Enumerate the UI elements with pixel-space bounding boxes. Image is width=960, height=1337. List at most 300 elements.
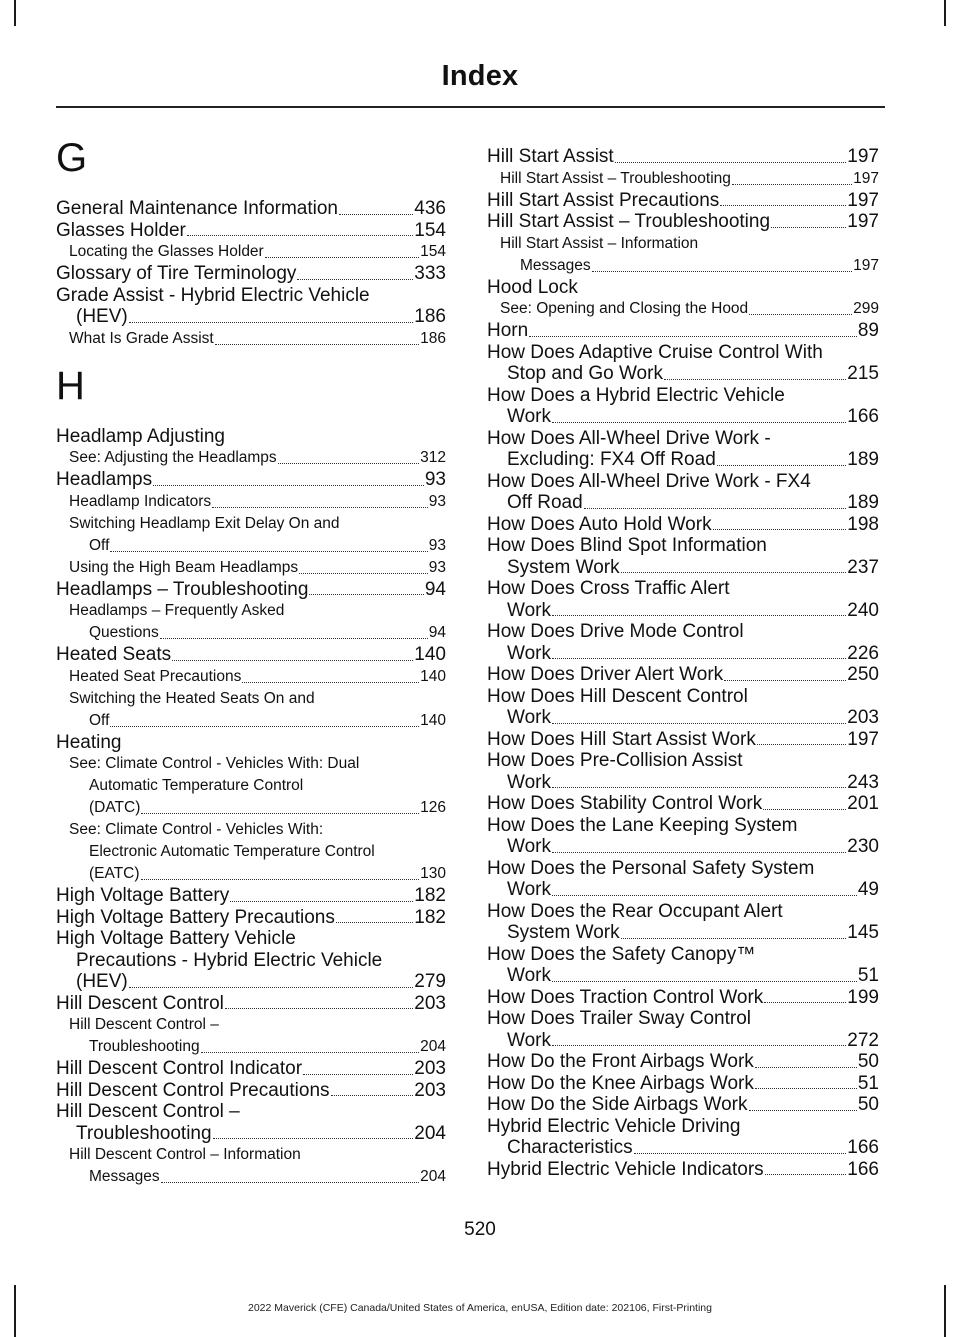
entry-title: How Do the Front Airbags Work <box>487 1051 754 1072</box>
entry-row <box>487 1094 879 1116</box>
index-subentry[interactable] <box>56 1144 446 1188</box>
page-ref: 243 <box>847 771 879 793</box>
entry-title: Hill Start Assist – Troubleshooting <box>487 211 771 232</box>
index-entry[interactable] <box>56 263 446 285</box>
section-letter: G <box>56 136 88 180</box>
page-ref: 197 <box>847 146 879 167</box>
entry-title: Work <box>507 879 551 900</box>
entry-row <box>487 1073 879 1095</box>
page-ref: 145 <box>847 922 879 943</box>
entry-line: Headlamp Adjusting <box>56 425 225 447</box>
entry-row <box>69 557 446 579</box>
index-entry[interactable] <box>56 285 446 328</box>
page-ref: 230 <box>847 836 879 857</box>
index-entry[interactable] <box>487 211 879 233</box>
dot-leader <box>552 1045 846 1046</box>
index-entry[interactable] <box>487 578 879 621</box>
entry-line: Switching the Heated Seats On and <box>69 689 315 707</box>
dot-leader <box>153 485 424 486</box>
entry-row <box>487 664 879 686</box>
header-divider <box>56 106 885 108</box>
page-ref: 126 <box>420 799 446 816</box>
index-subentry[interactable] <box>56 447 446 469</box>
page-ref: 201 <box>847 793 879 814</box>
page-ref: 199 <box>847 986 879 1008</box>
index-entry[interactable] <box>487 471 879 514</box>
entry-title: Messages <box>89 1168 160 1185</box>
page-ref: 237 <box>847 556 879 578</box>
entry-row <box>69 491 446 513</box>
entry-row <box>56 306 446 328</box>
index-entry[interactable] <box>487 320 879 342</box>
index-entry[interactable] <box>56 579 446 601</box>
page-ref: 189 <box>847 492 879 513</box>
entry-title: Headlamp Indicators <box>69 492 212 510</box>
dot-leader <box>552 981 857 982</box>
entry-line: Switching Headlamp Exit Delay On and <box>69 514 340 532</box>
entry-row <box>56 971 446 993</box>
dot-leader <box>336 922 413 923</box>
index-entry[interactable] <box>487 815 879 858</box>
dot-leader <box>592 271 852 272</box>
dot-leader <box>129 987 414 988</box>
index-subentry[interactable] <box>56 753 446 819</box>
page-ref: 186 <box>414 306 446 327</box>
entry-row <box>487 772 879 794</box>
dot-leader <box>664 379 846 380</box>
entry-row <box>487 879 879 901</box>
index-entry[interactable] <box>56 1101 446 1144</box>
entry-row <box>487 793 879 815</box>
entry-line: Hybrid Electric Vehicle Driving <box>487 1115 741 1137</box>
entry-row <box>500 168 879 190</box>
entry-title: Hill Start Assist Precautions <box>487 189 720 211</box>
index-column-left <box>56 132 446 1188</box>
index-entry[interactable] <box>56 993 446 1015</box>
page-ref: 203 <box>414 1058 446 1079</box>
entry-title: Horn <box>487 320 529 341</box>
entry-row <box>69 447 446 469</box>
entry-row <box>56 220 446 242</box>
page-ref: 203 <box>847 707 879 728</box>
entry-line: How Does Adaptive Cruise Control With <box>487 341 823 363</box>
dot-leader <box>621 938 847 939</box>
entry-title: Headlamps – Troubleshooting <box>56 578 309 600</box>
page-title: Index <box>441 60 519 92</box>
page-ref: 226 <box>847 642 879 664</box>
dot-leader <box>230 901 413 902</box>
entry-row <box>56 263 446 285</box>
page-ref: 93 <box>428 558 446 576</box>
entry-title: See: Opening and Closing the Hood <box>500 300 749 317</box>
dot-leader <box>749 1110 857 1111</box>
index-subentry[interactable] <box>56 600 446 644</box>
entry-title: Work <box>507 965 551 986</box>
page-ref: 94 <box>428 624 446 641</box>
dot-leader <box>765 1174 847 1175</box>
index-entry[interactable] <box>487 1159 879 1181</box>
index-subentry[interactable] <box>56 328 446 350</box>
entry-title: How Do the Side Airbags Work <box>487 1094 748 1115</box>
page-ref: 204 <box>420 1038 446 1055</box>
dot-leader <box>720 205 846 206</box>
dot-leader <box>303 1074 413 1075</box>
entry-title: How Does Hill Start Assist Work <box>487 728 756 750</box>
entry-row <box>487 320 879 342</box>
entry-title: How Does Traction Control Work <box>487 986 764 1008</box>
entry-row <box>56 644 446 666</box>
entry-line: Precautions - Hybrid Electric Vehicle <box>76 949 383 971</box>
entry-title: Work <box>507 642 551 664</box>
dot-leader <box>584 508 847 509</box>
index-subentry[interactable] <box>56 819 446 885</box>
page-ref: 250 <box>847 664 879 685</box>
page-ref: 182 <box>414 906 446 928</box>
page-ref: 198 <box>847 513 879 535</box>
entry-title: Questions <box>89 624 159 641</box>
index-entry[interactable] <box>487 535 879 578</box>
entry-title: Work <box>507 599 551 621</box>
entry-row <box>69 622 446 644</box>
entry-line: How Does All-Wheel Drive Work - FX4 <box>487 470 811 492</box>
index-subentry[interactable] <box>487 233 879 277</box>
entry-row <box>487 363 879 385</box>
dot-leader <box>529 336 857 337</box>
entry-title: How Does Driver Alert Work <box>487 664 724 685</box>
index-entry[interactable] <box>487 858 879 901</box>
entry-row <box>487 1159 879 1181</box>
section-letter: H <box>56 363 85 408</box>
dot-leader <box>755 1067 857 1068</box>
dot-leader <box>278 463 419 464</box>
index-entry[interactable] <box>487 664 879 686</box>
entry-title: Hill Start Assist – Troubleshooting <box>500 169 731 187</box>
dot-leader <box>141 879 420 880</box>
entry-title: Work <box>507 406 551 427</box>
entry-line: How Does Drive Mode Control <box>487 621 744 642</box>
index-subentry[interactable] <box>56 1014 446 1058</box>
entry-title: Work <box>507 1029 551 1051</box>
entry-title: Excluding: FX4 Off Road <box>507 449 716 470</box>
entry-title: Troubleshooting <box>76 1122 212 1144</box>
entry-row <box>56 993 446 1015</box>
page-ref: 197 <box>853 169 879 187</box>
page-ref: 436 <box>414 198 446 219</box>
dot-leader <box>339 214 413 215</box>
entry-row <box>56 198 446 220</box>
entry-row <box>69 1166 446 1188</box>
entry-line: High Voltage Battery Vehicle <box>56 928 296 949</box>
dot-leader <box>141 813 419 814</box>
entry-line: How Does the Rear Occupant Alert <box>487 900 783 922</box>
entry-row <box>69 797 446 819</box>
entry-row <box>56 1123 446 1145</box>
index-entry[interactable] <box>487 385 879 428</box>
page-ref: 240 <box>847 599 879 621</box>
entry-row <box>487 1137 879 1159</box>
page-ref: 154 <box>414 219 446 241</box>
index-entry[interactable] <box>487 729 879 751</box>
index-entry[interactable] <box>487 1116 879 1159</box>
index-subentry[interactable] <box>56 557 446 579</box>
entry-row <box>69 1036 446 1058</box>
entry-line: Automatic Temperature Control <box>89 777 304 794</box>
entry-line: How Does Hill Descent Control <box>487 685 748 707</box>
index-entry[interactable] <box>487 987 879 1009</box>
entry-title: Hill Start Assist <box>487 146 614 167</box>
index-entry[interactable] <box>487 1051 879 1073</box>
entry-line: How Does the Personal Safety System <box>487 857 815 879</box>
entry-line: How Does a Hybrid Electric Vehicle <box>487 384 785 406</box>
entry-line: Headlamps – Frequently Asked <box>69 602 285 619</box>
entry-row <box>69 241 446 263</box>
dot-leader <box>160 638 428 639</box>
dot-leader <box>225 1008 413 1009</box>
page-ref: 272 <box>847 1029 879 1051</box>
page-ref: 94 <box>424 578 446 600</box>
page-ref: 50 <box>857 1094 879 1115</box>
page-ref: 140 <box>414 644 446 665</box>
entry-title: How Does Stability Control Work <box>487 793 763 814</box>
dot-leader <box>755 1088 857 1089</box>
page-ref: 189 <box>847 449 879 470</box>
entry-row <box>487 146 879 168</box>
footer-edition-text: 2022 Maverick (CFE) Canada/United States of America, enUSA, Edition date: 202106, First-Printing <box>248 1302 712 1314</box>
page-ref: 89 <box>857 320 879 341</box>
page-ref: 166 <box>847 1158 879 1180</box>
entry-line: How Does the Lane Keeping System <box>487 814 798 836</box>
entry-row <box>69 328 446 350</box>
index-entry[interactable] <box>56 426 446 448</box>
index-entry[interactable] <box>487 190 879 212</box>
entry-title: Heated Seats <box>56 644 172 665</box>
entry-title: See: Adjusting the Headlamps <box>69 449 277 466</box>
entry-title: Characteristics <box>507 1137 633 1158</box>
page-ref: 204 <box>414 1122 446 1144</box>
index-entry[interactable] <box>487 944 879 987</box>
entry-line: Hill Start Assist – Information <box>500 234 699 252</box>
page-ref: 299 <box>853 300 879 317</box>
entry-title: Hill Descent Control <box>56 992 224 1014</box>
index-subentry[interactable] <box>487 298 879 320</box>
entry-row <box>69 666 446 688</box>
entry-title: Off Road <box>507 492 583 513</box>
dot-leader <box>717 465 847 466</box>
dot-leader <box>297 279 413 280</box>
page-ref: 279 <box>414 971 446 992</box>
entry-row <box>69 863 446 885</box>
entry-line: How Does Cross Traffic Alert <box>487 578 730 599</box>
index-entry[interactable] <box>487 1008 879 1051</box>
dot-leader <box>187 235 413 236</box>
page-number: 520 <box>464 1219 496 1240</box>
entry-row <box>56 1058 446 1080</box>
entry-row <box>487 190 879 212</box>
dot-leader <box>763 809 846 810</box>
entry-row <box>487 449 879 471</box>
entry-row <box>487 1051 879 1073</box>
page-ref: 50 <box>857 1051 879 1072</box>
dot-leader <box>732 184 852 185</box>
page-ref: 197 <box>847 211 879 232</box>
index-entry[interactable] <box>487 342 879 385</box>
dot-leader <box>764 1002 846 1003</box>
entry-row <box>56 907 446 929</box>
dot-leader <box>110 551 427 552</box>
index-entry[interactable] <box>487 277 879 299</box>
dot-leader <box>713 529 847 530</box>
page-ref: 312 <box>420 449 446 466</box>
page-ref: 51 <box>857 965 879 986</box>
page-ref: 186 <box>420 329 446 347</box>
dot-leader <box>172 660 413 661</box>
entry-line: Hood Lock <box>487 276 578 298</box>
dot-leader <box>749 314 852 315</box>
index-entry[interactable] <box>487 793 879 815</box>
index-entry[interactable] <box>487 146 879 168</box>
entry-title: Work <box>507 707 551 728</box>
entry-title: Troubleshooting <box>89 1038 200 1055</box>
entry-title: Using the High Beam Headlamps <box>69 558 299 576</box>
entry-title: Heated Seat Precautions <box>69 667 242 685</box>
index-subentry[interactable] <box>56 513 446 557</box>
entry-title: Glasses Holder <box>56 219 186 241</box>
dot-leader <box>552 422 846 423</box>
entry-title: (EATC) <box>89 865 140 882</box>
index-entry[interactable] <box>56 198 446 220</box>
index-entry[interactable] <box>487 1094 879 1116</box>
entry-title: High Voltage Battery Precautions <box>56 906 335 928</box>
dot-leader <box>129 322 414 323</box>
entry-row <box>487 729 879 751</box>
entry-row <box>487 836 879 858</box>
entry-title: Messages <box>520 256 591 274</box>
entry-line: How Does Blind Spot Information <box>487 535 767 556</box>
dot-leader <box>552 615 846 616</box>
index-entry[interactable] <box>487 901 879 944</box>
page-ref: 166 <box>847 1137 879 1158</box>
entry-row <box>487 211 879 233</box>
index-entry[interactable] <box>487 428 879 471</box>
index-entry[interactable] <box>56 907 446 929</box>
entry-title: What Is Grade Assist <box>69 329 214 347</box>
index-subentry[interactable] <box>56 491 446 513</box>
crop-mark-top-right <box>944 0 946 26</box>
entry-title: Work <box>507 836 551 857</box>
entry-line: How Does Trailer Sway Control <box>487 1008 751 1029</box>
entry-title: System Work <box>507 556 620 578</box>
index-entry[interactable] <box>487 514 879 536</box>
entry-row <box>56 469 446 491</box>
entry-title: (HEV) <box>76 306 128 327</box>
dot-leader <box>110 726 419 727</box>
entry-title: Hill Descent Control Indicator <box>56 1058 303 1079</box>
index-subentry[interactable] <box>487 168 879 190</box>
entry-title: Work <box>507 771 551 793</box>
entry-title: Headlamps <box>56 469 153 490</box>
page-ref: 49 <box>857 879 879 900</box>
entry-title: Off <box>89 711 110 729</box>
index-subentry[interactable] <box>56 241 446 263</box>
entry-row <box>487 965 879 987</box>
entry-line: How Does All-Wheel Drive Work - <box>487 427 771 449</box>
entry-row <box>56 1080 446 1102</box>
entry-title: General Maintenance Information <box>56 198 338 219</box>
index-entry[interactable] <box>56 732 446 754</box>
entry-title: Off <box>89 536 110 554</box>
dot-leader <box>724 680 846 681</box>
dot-leader <box>331 1095 414 1096</box>
entry-line: Hill Descent Control – <box>69 1016 219 1033</box>
entry-row <box>487 514 879 536</box>
entry-row <box>500 255 879 277</box>
index-subentry[interactable] <box>56 688 446 732</box>
dot-leader <box>299 573 428 574</box>
entry-line: See: Climate Control - Vehicles With: <box>69 821 324 838</box>
index-entry[interactable] <box>56 1058 446 1080</box>
entry-line: Heating <box>56 731 122 753</box>
dot-leader <box>552 852 846 853</box>
index-entry[interactable] <box>487 621 879 664</box>
page-ref: 130 <box>420 865 446 882</box>
index-column-right <box>487 146 879 1180</box>
page-ref: 203 <box>414 992 446 1014</box>
index-entry[interactable] <box>487 686 879 729</box>
entry-line: Electronic Automatic Temperature Control <box>89 843 375 860</box>
dot-leader <box>621 572 847 573</box>
entry-line: Hill Descent Control – Information <box>69 1146 301 1163</box>
entry-title: (HEV) <box>76 971 128 992</box>
index-entry[interactable] <box>56 469 446 491</box>
entry-row <box>487 600 879 622</box>
entry-row <box>56 579 446 601</box>
index-subentry[interactable] <box>56 666 446 688</box>
dot-leader <box>161 1182 419 1183</box>
page-ref: 93 <box>428 536 446 554</box>
entry-row <box>487 492 879 514</box>
dot-leader <box>201 1052 420 1053</box>
index-entry[interactable] <box>56 644 446 666</box>
page-ref: 182 <box>414 885 446 906</box>
page-ref: 93 <box>428 492 446 510</box>
entry-title: Glossary of Tire Terminology <box>56 263 297 284</box>
entry-title: (DATC) <box>89 799 141 816</box>
entry-title: System Work <box>507 922 620 943</box>
entry-row <box>487 987 879 1009</box>
index-entry[interactable] <box>56 885 446 907</box>
page-ref: 51 <box>857 1072 879 1094</box>
entry-row <box>500 298 879 320</box>
entry-row <box>487 1030 879 1052</box>
page-ref: 140 <box>420 711 446 729</box>
entry-row <box>69 710 446 732</box>
entry-line: Grade Assist - Hybrid Electric Vehicle <box>56 284 370 306</box>
dot-leader <box>213 1138 414 1139</box>
index-entry[interactable] <box>56 928 446 993</box>
dot-leader <box>242 682 419 683</box>
index-entry[interactable] <box>56 1080 446 1102</box>
page-ref: 154 <box>420 243 446 260</box>
index-entry[interactable] <box>56 220 446 242</box>
entry-line: Hill Descent Control – <box>56 1101 240 1122</box>
index-entry[interactable] <box>487 750 879 793</box>
page-ref: 140 <box>420 667 446 685</box>
dot-leader <box>309 594 423 595</box>
crop-mark-top-left <box>14 0 16 26</box>
index-entry[interactable] <box>487 1073 879 1095</box>
page-ref: 215 <box>847 363 879 384</box>
dot-leader <box>215 344 419 345</box>
